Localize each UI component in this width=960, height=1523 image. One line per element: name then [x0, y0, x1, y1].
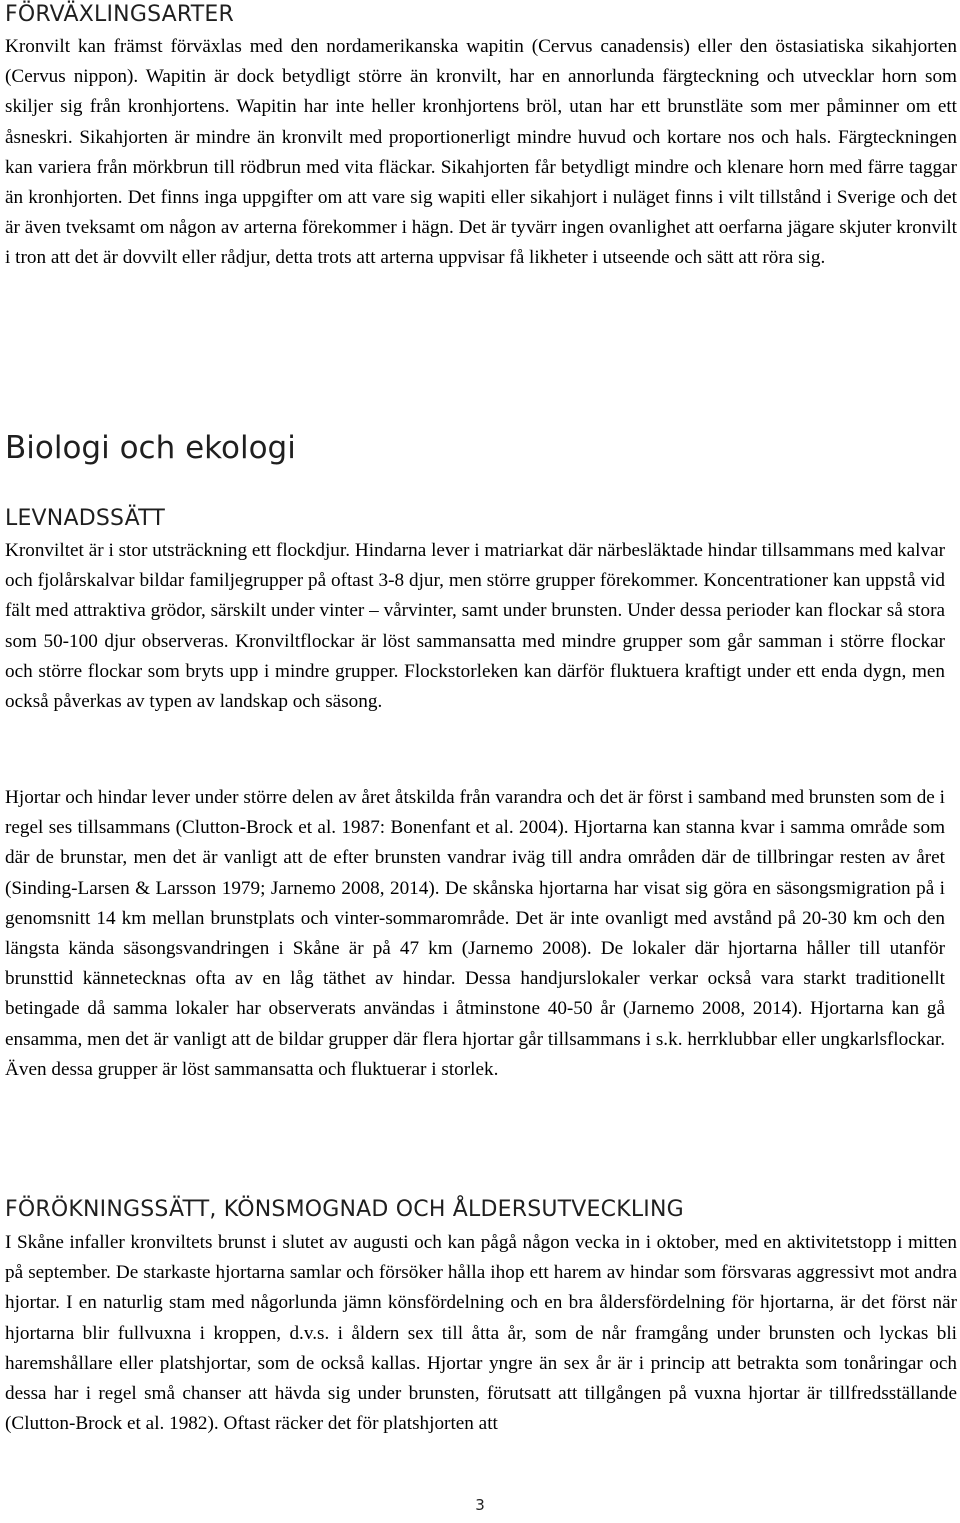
section-heading-levnadssatt: LEVNADSSÄTT — [5, 506, 166, 531]
paragraph-levnadssatt-1: Kronviltet är i stor utsträckning ett flockdjur. Hindarna lever i matriarkat där närbesläktade hindar tillsammans med kalvar och fjolårskalvar bildar familjegrupper på oftast 3-8 djur, men större grupper förekommer. Koncentrationer kan uppstå vid fält med attraktiva grödor, särskilt under vinter – vårvinter, samt under brunsten. Under dessa perioder kan flockar så stora som 50-100 djur observeras. Kronviltflockar är löst sammansatta med mindre grupper som går samman i större flockar och större flockar som bryts upp i mindre grupper. Flockstorleken kan därför fluktuera kraftigt under ett enda dygn, men också påverkas av typen av landskap och säsong. — [5, 540, 945, 713]
section-heading-forokningssatt: FÖRÖKNINGSSÄTT, KÖNSMOGNAD OCH ÅLDERSUTVECKLING — [5, 1197, 684, 1222]
paragraph-forokningssatt: I Skåne infaller kronviltets brunst i slutet av augusti och kan pågå någon vecka in i oktober, med en aktivitetstopp i mitten på september. De starkaste hjortarna samlar och försöker hålla ihop ett harem av hindar som försvaras aggressivt mot andra hjortar. I en naturlig stam med någorlunda jämn könsfördelning och en bra åldersfördelning för hjortarna, är det först när hjortarna blir fullvuxna i kroppen, d.v.s. i åldern sex till åtta år, som de når framgång under brunsten och lyckas bli haremshållare eller platshjortar, som de också kallas. Hjortar yngre än sex år är i princip att betrakta som tonåringar och dessa har i regel små chanser att hävda sig under brunsten, förutsatt att tillgången på vuxna hjortar är tillfredsställande (Clutton-Brock et al. 1982). Oftast räcker det för platshjorten att — [5, 1232, 957, 1435]
section-heading-forvaxlingsarter: FÖRVÄXLINGSARTER — [5, 2, 235, 27]
paragraph-levnadssatt-2: Hjortar och hindar lever under större delen av året åtskilda från varandra och det är först i samband med brunsten som de i regel ses tillsammans (Clutton-Brock et al. 1987: Bonenfant et al. 2004). Hjortarna kan stanna kvar i samma område som där de brunstar, men det är vanligt att de efter brunsten vandrar iväg till andra områden där de tillbringar resten av året (Sinding-Larsen & Larsson 1979; Jarnemo 2008, 2014). De skånska hjortarna har visat sig göra en säsongsmigration på i genomsnitt 14 km mellan brunstplats och vinter-sommarområde. Det är inte ovanligt med avstånd på 20-30 km och den längsta kända säsongsvandringen i Skåne är på 47 km (Jarnemo 2008). De lokaler där hjortarna håller till utanför brunsttid kännetecknas ofta av en låg täthet av hindar. Dessa handjurslokaler verkar också vara starkt traditionellt betingade då samma lokaler har observerats användas i åtminstone 40-50 år (Jarnemo 2008, 2014). Hjortarna kan gå ensamma, men det är vanligt att de bildar grupper där flera hjortar går tillsammans i s.k. herrklubbar eller ungkarlsflockar. Även dessa grupper är löst sammansatta och fluktuerar i storlek. — [5, 787, 945, 1080]
page-number: 3 — [475, 1496, 485, 1514]
section-heading-biologi: Biologi och ekologi — [5, 430, 296, 466]
paragraph-forvaxlingsarter: Kronvilt kan främst förväxlas med den nordamerikanska wapitin (Cervus canadensis) eller den östasiatiska sikahjorten (Cervus nippon). Wapitin är dock betydligt större än kronvilt, har en annorlunda färgteckning och utvecklar horn som skiljer sig från kronhjortens. Wapitin har inte heller kronhjortens bröl, utan har ett brunstläte som mer påminner om ett åsneskri. Sikahjorten är mindre än kronvilt med proportionerligt mindre huvud och kortare nos och hals. Färgteckningen kan variera från mörkbrun till rödbrun med vita fläckar. Sikahjorten får betydligt mindre och klenare horn med färre taggar än kronhjorten. Det finns inga uppgifter om att vare sig wapiti eller sikahjort i nuläget finns i vilt tillstånd i Sverige och det är även tveksamt om någon av arterna förekommer i hägn. Det är tyvärr ingen ovanlighet att oerfarna jägare skjuter kronvilt i tron att det är dovvilt eller rådjur, detta trots att arterna uppvisar få likheter i utseende och sätt att röra sig. — [5, 36, 957, 269]
